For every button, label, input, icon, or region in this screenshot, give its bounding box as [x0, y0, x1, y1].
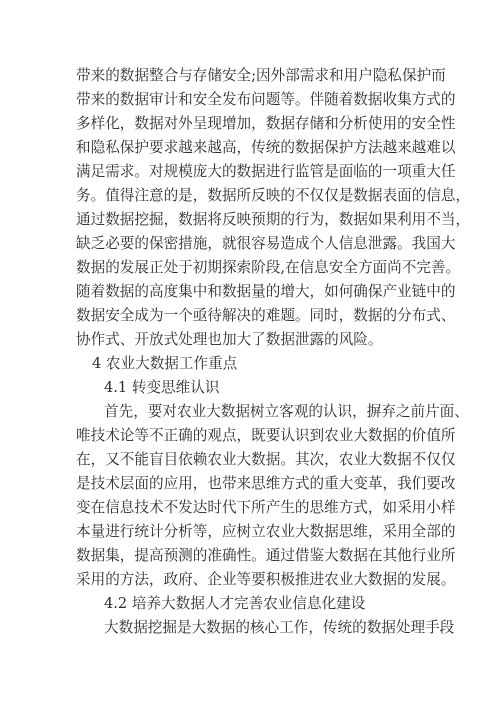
paragraph-line: 带来的数据审计和安全发布问题等。伴随着数据收集方式的: [76, 91, 456, 108]
paragraph-line: 唯技术论等不正确的观点，既要认识到农业大数据的价值所: [76, 427, 456, 444]
paragraph-line: 首先，要对农业大数据树立客观的认识，摒弃之前片面、: [104, 403, 469, 420]
paragraph-line: 通过数据挖掘，数据将反映预期的行为，数据如果利用不当，: [76, 211, 471, 228]
paragraph-line: 多样化，数据对外呈现增加，数据存储和分析使用的安全性: [76, 115, 456, 132]
paragraph-line: 本量进行统计分析等，应树立农业大数据思维，采用全部的: [76, 523, 456, 540]
paragraph-line: 满足需求。对规模庞大的数据进行监管是面临的一项重大任: [76, 163, 456, 180]
section-heading-4: 4 农业大数据工作重点: [92, 355, 238, 372]
paragraph-line: 协作式、开放式处理也加大了数据泄露的风险。: [76, 331, 383, 348]
paragraph-line: 数据集，提高预测的准确性。通过借鉴大数据在其他行业所: [76, 547, 456, 564]
paragraph-line: 数据的发展正处于初期探索阶段,在信息安全方面尚不完善。: [76, 259, 461, 276]
section-heading-4-2: 4.2 培养大数据人才完善农业信息化建设: [104, 595, 366, 612]
paragraph-line: 大数据挖掘是大数据的核心工作，传统的数据处理手段: [104, 619, 455, 636]
paragraph-line: 变在信息技术不发达时代下所产生的思维方式，如采用小样: [76, 499, 456, 516]
paragraph-line: 采用的方法，政府、企业等要积极推进农业大数据的发展。: [76, 571, 456, 588]
paragraph-line: 缺乏必要的保密措施，就很容易造成个人信息泄露。我国大: [76, 235, 456, 252]
paragraph-line: 数据安全成为一个亟待解决的难题。同时，数据的分布式、: [76, 307, 456, 324]
paragraph-line: 在，又不能盲目依赖农业大数据。其次，农业大数据不仅仅: [76, 451, 456, 468]
paragraph-line: 和隐私保护要求越来越高，传统的数据保护方法越来越难以: [76, 139, 456, 156]
paragraph-line: 是技术层面的应用，也带来思维方式的重大变革，我们要改: [76, 475, 456, 492]
paragraph-line: 随着数据的高度集中和数据量的增大，如何确保产业链中的: [76, 283, 456, 300]
paragraph-line: 务。值得注意的是，数据所反映的不仅仅是数据表面的信息，: [76, 187, 471, 204]
section-heading-4-1: 4.1 转变思维认识: [104, 379, 220, 396]
paragraph-line: 带来的数据整合与存储安全;因外部需求和用户隐私保护而: [76, 67, 446, 84]
